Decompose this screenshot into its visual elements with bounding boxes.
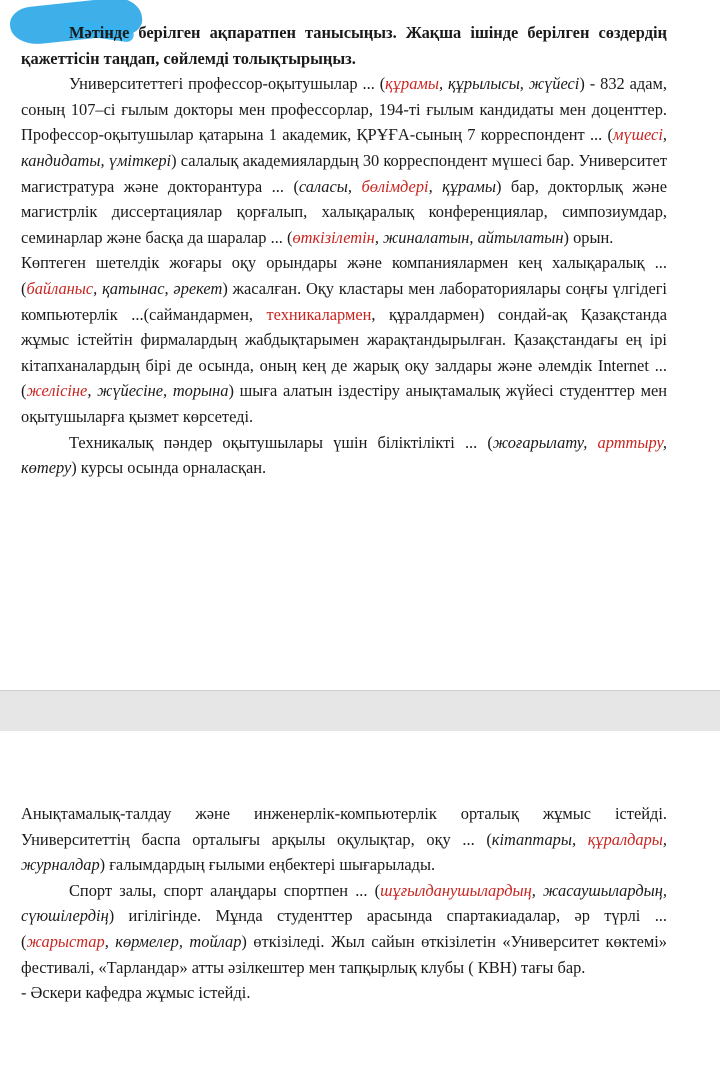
answer-options: кітаптары, xyxy=(491,829,588,849)
answer-options: жоғарылату, xyxy=(492,432,598,452)
answer-option-correct: арттыру xyxy=(597,432,663,452)
paragraph-3 xyxy=(21,430,667,481)
answer-option-correct: мүшесі xyxy=(612,125,663,145)
text-run: Көптеген шетелдік жоғары оқу орындары және компаниялармен кең халықаралық ... ( xyxy=(21,253,667,298)
page-2-text xyxy=(21,801,667,1006)
paragraph-6: - Әскери кафедра жұмыс істейді. xyxy=(21,983,251,1003)
task-instruction: Мәтінде берілген ақпаратпен танысыңыз. Жақша ішінде берілген сөздердің қажеттісін таңдап, сөйлемді толықтырыңыз. xyxy=(21,23,667,68)
paragraph-5 xyxy=(21,878,667,980)
text-run: Университеттегі профессор-оқытушылар ... ( xyxy=(69,74,386,94)
paragraph-1 xyxy=(21,71,667,250)
text-run: ) курсы осында орналасқан. xyxy=(71,458,267,478)
paragraph-2 xyxy=(21,250,667,429)
text-run: Анықтамалық-талдау және инженерлік-компьютерлік орталық жұмыс істейді. Университеттің баспа орталығы арқылы оқулықтар, оқу ... ( xyxy=(21,804,667,849)
answer-option-correct: байланыс xyxy=(26,278,94,298)
answer-options: , көтеру xyxy=(21,432,668,478)
answer-option-correct: шұғылданушылардың xyxy=(380,880,532,900)
text-run: ) бар, докторлық және магистрлік диссертациялар қорғалып, халықаралық конференциялар, симпозиумдар, семинарлар және басқа да шаралар ... ( xyxy=(21,176,667,247)
text-run: ) салалық академиялардың 30 корреспондент мүшесі бар. Университет магистратура және докторантура ... ( xyxy=(21,150,667,196)
text-run: ) шыға алатын іздестіру анықтамалық жүйесі студенттер мен оқытушыларға қызмет көрсетеді. xyxy=(21,381,668,426)
answer-option-correct: өткізілетін xyxy=(292,227,375,247)
answer-options: саласы, xyxy=(298,176,362,196)
answer-options: , жүйесіне, торына xyxy=(87,381,229,401)
document-page-2 xyxy=(0,731,720,1071)
answer-options: , қатынас, әрекет xyxy=(93,278,223,298)
paragraph-4 xyxy=(21,801,667,878)
answer-option-correct: құралдары xyxy=(587,829,663,849)
text-run: Техникалық пәндер оқытушылары үшін біліктілікті ... ( xyxy=(69,432,493,452)
page-break xyxy=(0,690,720,732)
answer-options: , кандидаты, үміткері xyxy=(21,125,667,170)
answer-options: , жиналатын, айтылатын xyxy=(374,227,564,247)
text-run: Спорт залы, спорт алаңдары спортпен ... ( xyxy=(69,880,381,900)
text-run: ) орын. xyxy=(563,227,614,247)
answer-options: , құрамы xyxy=(428,176,496,196)
answer-option-correct: құрамы xyxy=(385,74,439,94)
answer-options: , көрмелер, тойлар xyxy=(104,931,242,951)
answer-option-correct: желісіне xyxy=(26,381,88,401)
answer-option-correct: техникалармен xyxy=(266,304,372,324)
answer-options: , журналдар xyxy=(21,829,668,875)
page-1-text xyxy=(21,20,667,481)
text-run: , құралдармен) сондай-ақ Қазақстанда жұмыс істейтін фирмалардың жабдықтарымен жарақтандырылған. Қазақстандағы ең ірі кітапханалардың бірі де осында, оның кең де жарық оқу залдары және әлемдік Internet ... ( xyxy=(21,304,667,401)
answer-options: , құрылысы, жүйесі xyxy=(439,74,580,94)
answer-option-correct: бөлімдері xyxy=(361,176,429,196)
text-run: ) өткізіледі. Жыл сайын өткізілетін «Университет көктемі» фестивалі, «Тарландар» атты әзілкештер мен тапқырлық клубы ( КВН) тағы бар. xyxy=(21,931,667,977)
text-run: ) игілігінде. Мұнда студенттер арасында спартакиадалар, әр түрлі ... ( xyxy=(21,906,667,951)
text-run: ) - 832 адам, соның 107–сі ғылым докторы мен профессорлар, 194-ті ғылым кандидаты мен доценттер. Профессор-оқытушылар қатарына 1 академик, ҚРҰҒА-сының 7 корреспондент ... ( xyxy=(21,74,667,145)
text-run: ) ғалымдардың ғылыми еңбектері шығарылады. xyxy=(99,855,436,875)
answer-option-correct: жарыстар xyxy=(26,931,105,951)
text-run: ) жасалған. Оқу кластары мен лабораториялары соңғы үлгідегі компьютерлік ...(саймандармен, xyxy=(21,278,667,324)
answer-options: , жасаушылардың, сүюшілердің xyxy=(21,880,667,926)
